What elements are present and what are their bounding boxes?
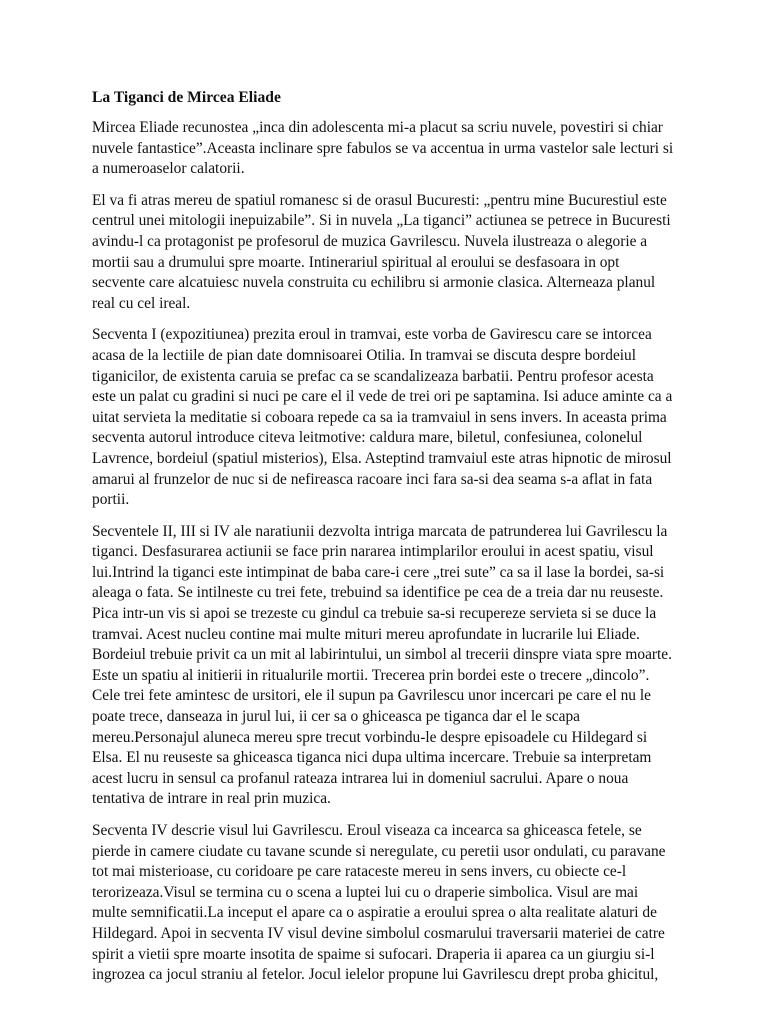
text-line: Hildegard. Apoi in secventa IV visul devine simbolul cosmarului traversarii materiei de catre (92, 924, 665, 942)
text-line: tiganicilor, de existenta caruia se prefac ca se scandalizeaza barbatii. Pentru profesor acesta (92, 367, 654, 385)
text-line: tiganci. Desfasurarea actiunii se face prin nararea intimplarilor eroului in acest spatiu, visul (92, 543, 654, 561)
text-line: acasa de la lectiile de pian date domnisoarei Otilia. In tramvai se discuta despre bordeiul (92, 346, 637, 364)
paragraph-secventa-1 (92, 325, 692, 510)
text-line: poate trece, danseaza in jurul lui, ii cer sa o ghiceasca pe tiganca dar el le scapa (92, 708, 580, 726)
text-line: este un palat cu gradini si nuci pe care el il vede de trei ori pe saptamina. Isi aduce aminte ca a (92, 388, 673, 406)
text-line: secventa autorul introduce citeva leitmotive: caldura mare, biletul, confesiunea, colonelul (92, 429, 643, 447)
text-line: mereu.Personajul aluneca mereu spre trecut vorbindu-le despre episoadele cu Hildegard si (92, 728, 648, 746)
text-line: Secventa IV descrie visul lui Gavrilescu. Eroul viseaza ca incearca sa ghiceasca fetele, se (92, 822, 642, 839)
text-line: pierde in camere ciudate cu tavane scunde si neregulate, cu peretii usor ondulati, cu paravane (92, 842, 666, 860)
text-line: tentativa de intrare in real prin muzica. (92, 790, 331, 808)
text-line: Secventa I (expozitiunea) prezita eroul in tramvai, este vorba de Gavirescu care se intorcea (92, 326, 652, 344)
text-line: acest lucru in sensul ca profanul rateaza intrarea lui in domeniul sacrului. Apare o noua (92, 769, 629, 787)
text-line: Este un spatiu al initierii in ritualurile mortii. Trecerea prin bordei este o trecere „dincolo”. (92, 666, 650, 684)
paragraph-secventa-4 (92, 821, 692, 986)
text-line: Cele trei fete amintesc de ursitori, ele il supun pa Gavrilescu unor incercari pe care el nu le (92, 687, 651, 705)
text-line: aleaga o fata. Se intilneste cu trei fete, trebuind sa identifice pe cea de a treia dar nu reuseste. (92, 584, 664, 602)
text-line: ingrozea ca jocul straniu al fetelor. Jocul ielelor propune lui Gavrilescu drept proba ghicitul, (92, 966, 659, 984)
text-line: centrul unei mitologii inepuizabile”. Si in nuvela „La tiganci” actiunea se petrece in Bucuresti (92, 212, 671, 230)
text-line: Mircea Eliade recunostea „inca din adolescenta mi-a placut sa scriu nuvele, povestiri si chiar (92, 119, 663, 136)
text-line: terorizeaza.Visul se termina cu o scena a luptei lui cu o draperie simbolica. Visul are mai (92, 883, 639, 901)
paragraph-secventele-2-4 (92, 522, 692, 810)
text-line: spirit a vietii spre moarte insotita de spaime si sufocari. Draperia ii aparea ca un giurgiu si-l (92, 945, 655, 963)
text-line: avindu-l ca protagonist pe profesorul de muzica Gavrilescu. Nuvela ilustreaza o alegorie a (92, 232, 648, 250)
text-line: amarui al frunzelor de nuc si de nefireasca racoare inci fara sa-si dea seama s-a aflat in fata (92, 470, 653, 488)
text-line: Lavrence, bordeiul (spatiul misterios), Elsa. Asteptind tramvaiul este atras hipnotic de mirosul (92, 449, 672, 467)
text-line: tot mai misterioase, cu coridoare pe care rataceste mereu in sens invers, cu obiecte ce-l (92, 863, 627, 881)
text-line: uitat servieta la meditatie si coboara repede ca sa ia tramvaiul in sens invers. In aceasta prima (92, 408, 667, 426)
paragraph-bucuresti (92, 191, 692, 315)
text-line: real cu cel ireal. (92, 294, 191, 312)
text-line: Elsa. El nu reuseste sa ghiceasca tiganca nici dupa ultima incercare. Trebuie sa interpretam (92, 749, 652, 767)
text-line: portii. (92, 491, 130, 509)
text-line: a numeroaselor calatorii. (92, 160, 245, 178)
text-line: lui.Intrind la tiganci este intimpinat de baba care-i cere „trei sute” ca sa il lase la bordei, sa-si (92, 563, 665, 581)
text-line: tramvai. Acest nucleu contine mai multe mituri mereu aprofundate in lucrarile lui Eliade. (92, 625, 640, 643)
paragraph-intro (92, 118, 692, 180)
text-line: nuvele fantastice”.Aceasta inclinare spre fabulos se va accentua in urma vastelor sale lecturi si (92, 139, 674, 157)
text-line: Bordeiul trebuie privit ca un mit al labirintului, un simbol al trecerii dinspre viata spre moarte. (92, 646, 672, 664)
text-line: El va fi atras mereu de spatiul romanesc si de orasul Bucuresti: „pentru mine Bucurestiul este (92, 191, 667, 209)
text-line: multe semnificatii.La inceput el apare ca o aspiratie a eroului sprea o alta realitate alaturi de (92, 904, 657, 922)
text-line: Pica intr-un vis si apoi se trezeste cu gindul ca trebuie sa-si recupereze servieta si se duce la (92, 605, 657, 623)
text-line: mortii sau a drumului spre moarte. Intinerariul spiritual al eroului se desfasoara in opt (92, 253, 620, 271)
text-line: Secventele II, III si IV ale naratiunii dezvolta intriga marcata de patrunderea lui Gavrilescu la (92, 522, 668, 540)
document-page (92, 88, 692, 997)
document-title: La Tiganci de Mircea Eliade (92, 89, 281, 106)
text-line: secvente care alcatuiesc nuvela construita cu echilibru si armonie clasica. Alterneaza planul (92, 274, 656, 292)
